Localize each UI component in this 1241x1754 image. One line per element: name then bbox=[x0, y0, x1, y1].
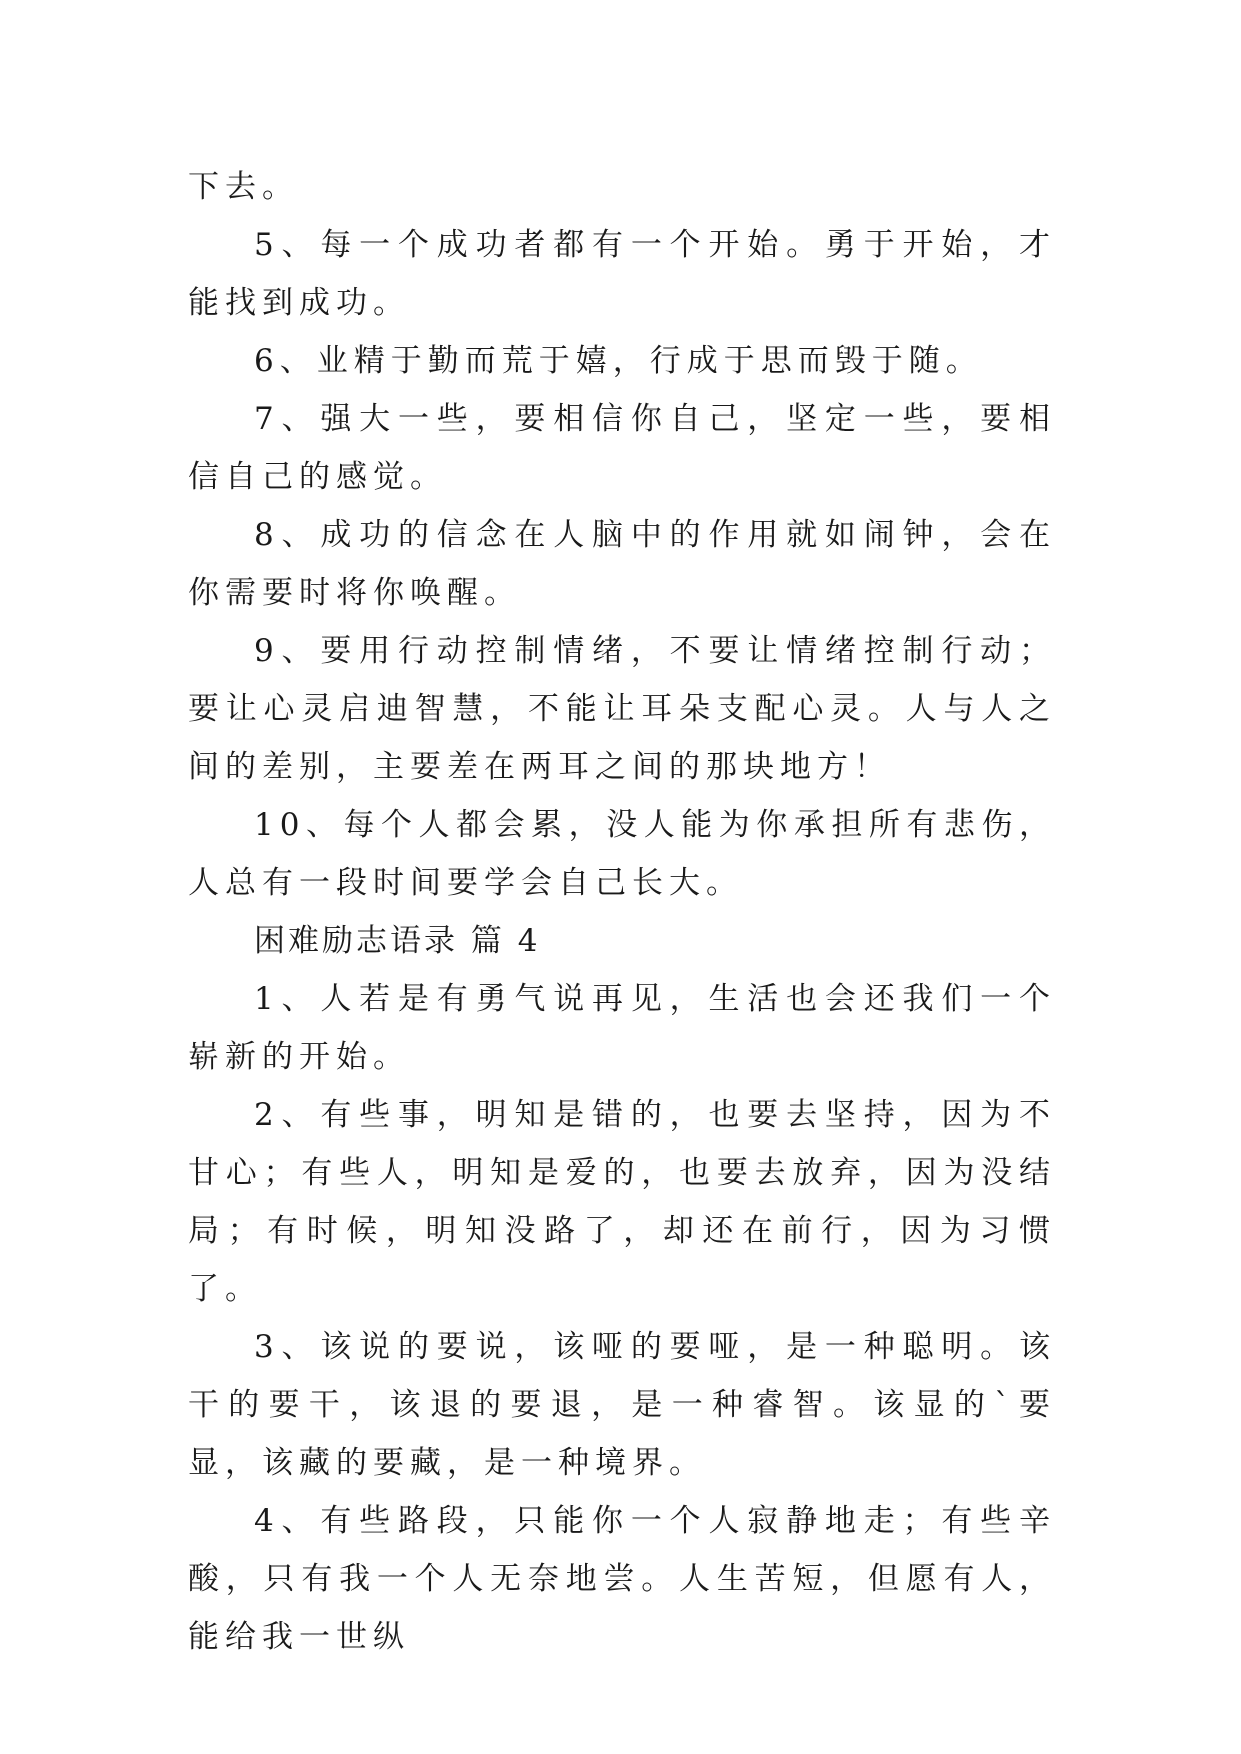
document-body bbox=[188, 158, 1056, 1666]
quote-6: 6、业精于勤而荒于嬉，行成于思而毁于随。 bbox=[254, 343, 983, 379]
section-4-quote-4: 4、有些路段，只能你一个人寂静地走；有些辛酸，只有我一个人无奈地尝。人生苦短，但愿有人，能给我一世纵 bbox=[188, 1503, 1056, 1655]
quote-9: 9、要用行动控制情绪，不要让情绪控制行动；要让心灵启迪智慧，不能让耳朵支配心灵。人与人之间的差别，主要差在两耳之间的那块地方！ bbox=[188, 633, 1056, 785]
quote-10: 10、每个人都会累，没人能为你承担所有悲伤，人总有一段时间要学会自己长大。 bbox=[188, 807, 1056, 901]
section-4-quote-1: 1、人若是有勇气说再见，生活也会还我们一个崭新的开始。 bbox=[188, 981, 1056, 1075]
quote-8: 8、成功的信念在人脑中的作用就如闹钟，会在你需要时将你唤醒。 bbox=[188, 517, 1056, 611]
section-4-quote-3: 3、该说的要说，该哑的要哑，是一种聪明。该干的要干，该退的要退，是一种睿智。该显的`要显，该藏的要藏，是一种境界。 bbox=[188, 1329, 1056, 1481]
quote-7: 7、强大一些，要相信你自己，坚定一些，要相信自己的感觉。 bbox=[188, 401, 1056, 495]
section-heading: 困难励志语录 篇 4 bbox=[254, 923, 541, 959]
paragraph-continuation: 下去。 bbox=[188, 169, 299, 205]
quote-5: 5、每一个成功者都有一个开始。勇于开始，才能找到成功。 bbox=[188, 227, 1056, 321]
section-4-quote-2: 2、有些事，明知是错的，也要去坚持，因为不甘心；有些人，明知是爱的，也要去放弃，因为没结局；有时候，明知没路了，却还在前行，因为习惯了。 bbox=[188, 1097, 1056, 1307]
